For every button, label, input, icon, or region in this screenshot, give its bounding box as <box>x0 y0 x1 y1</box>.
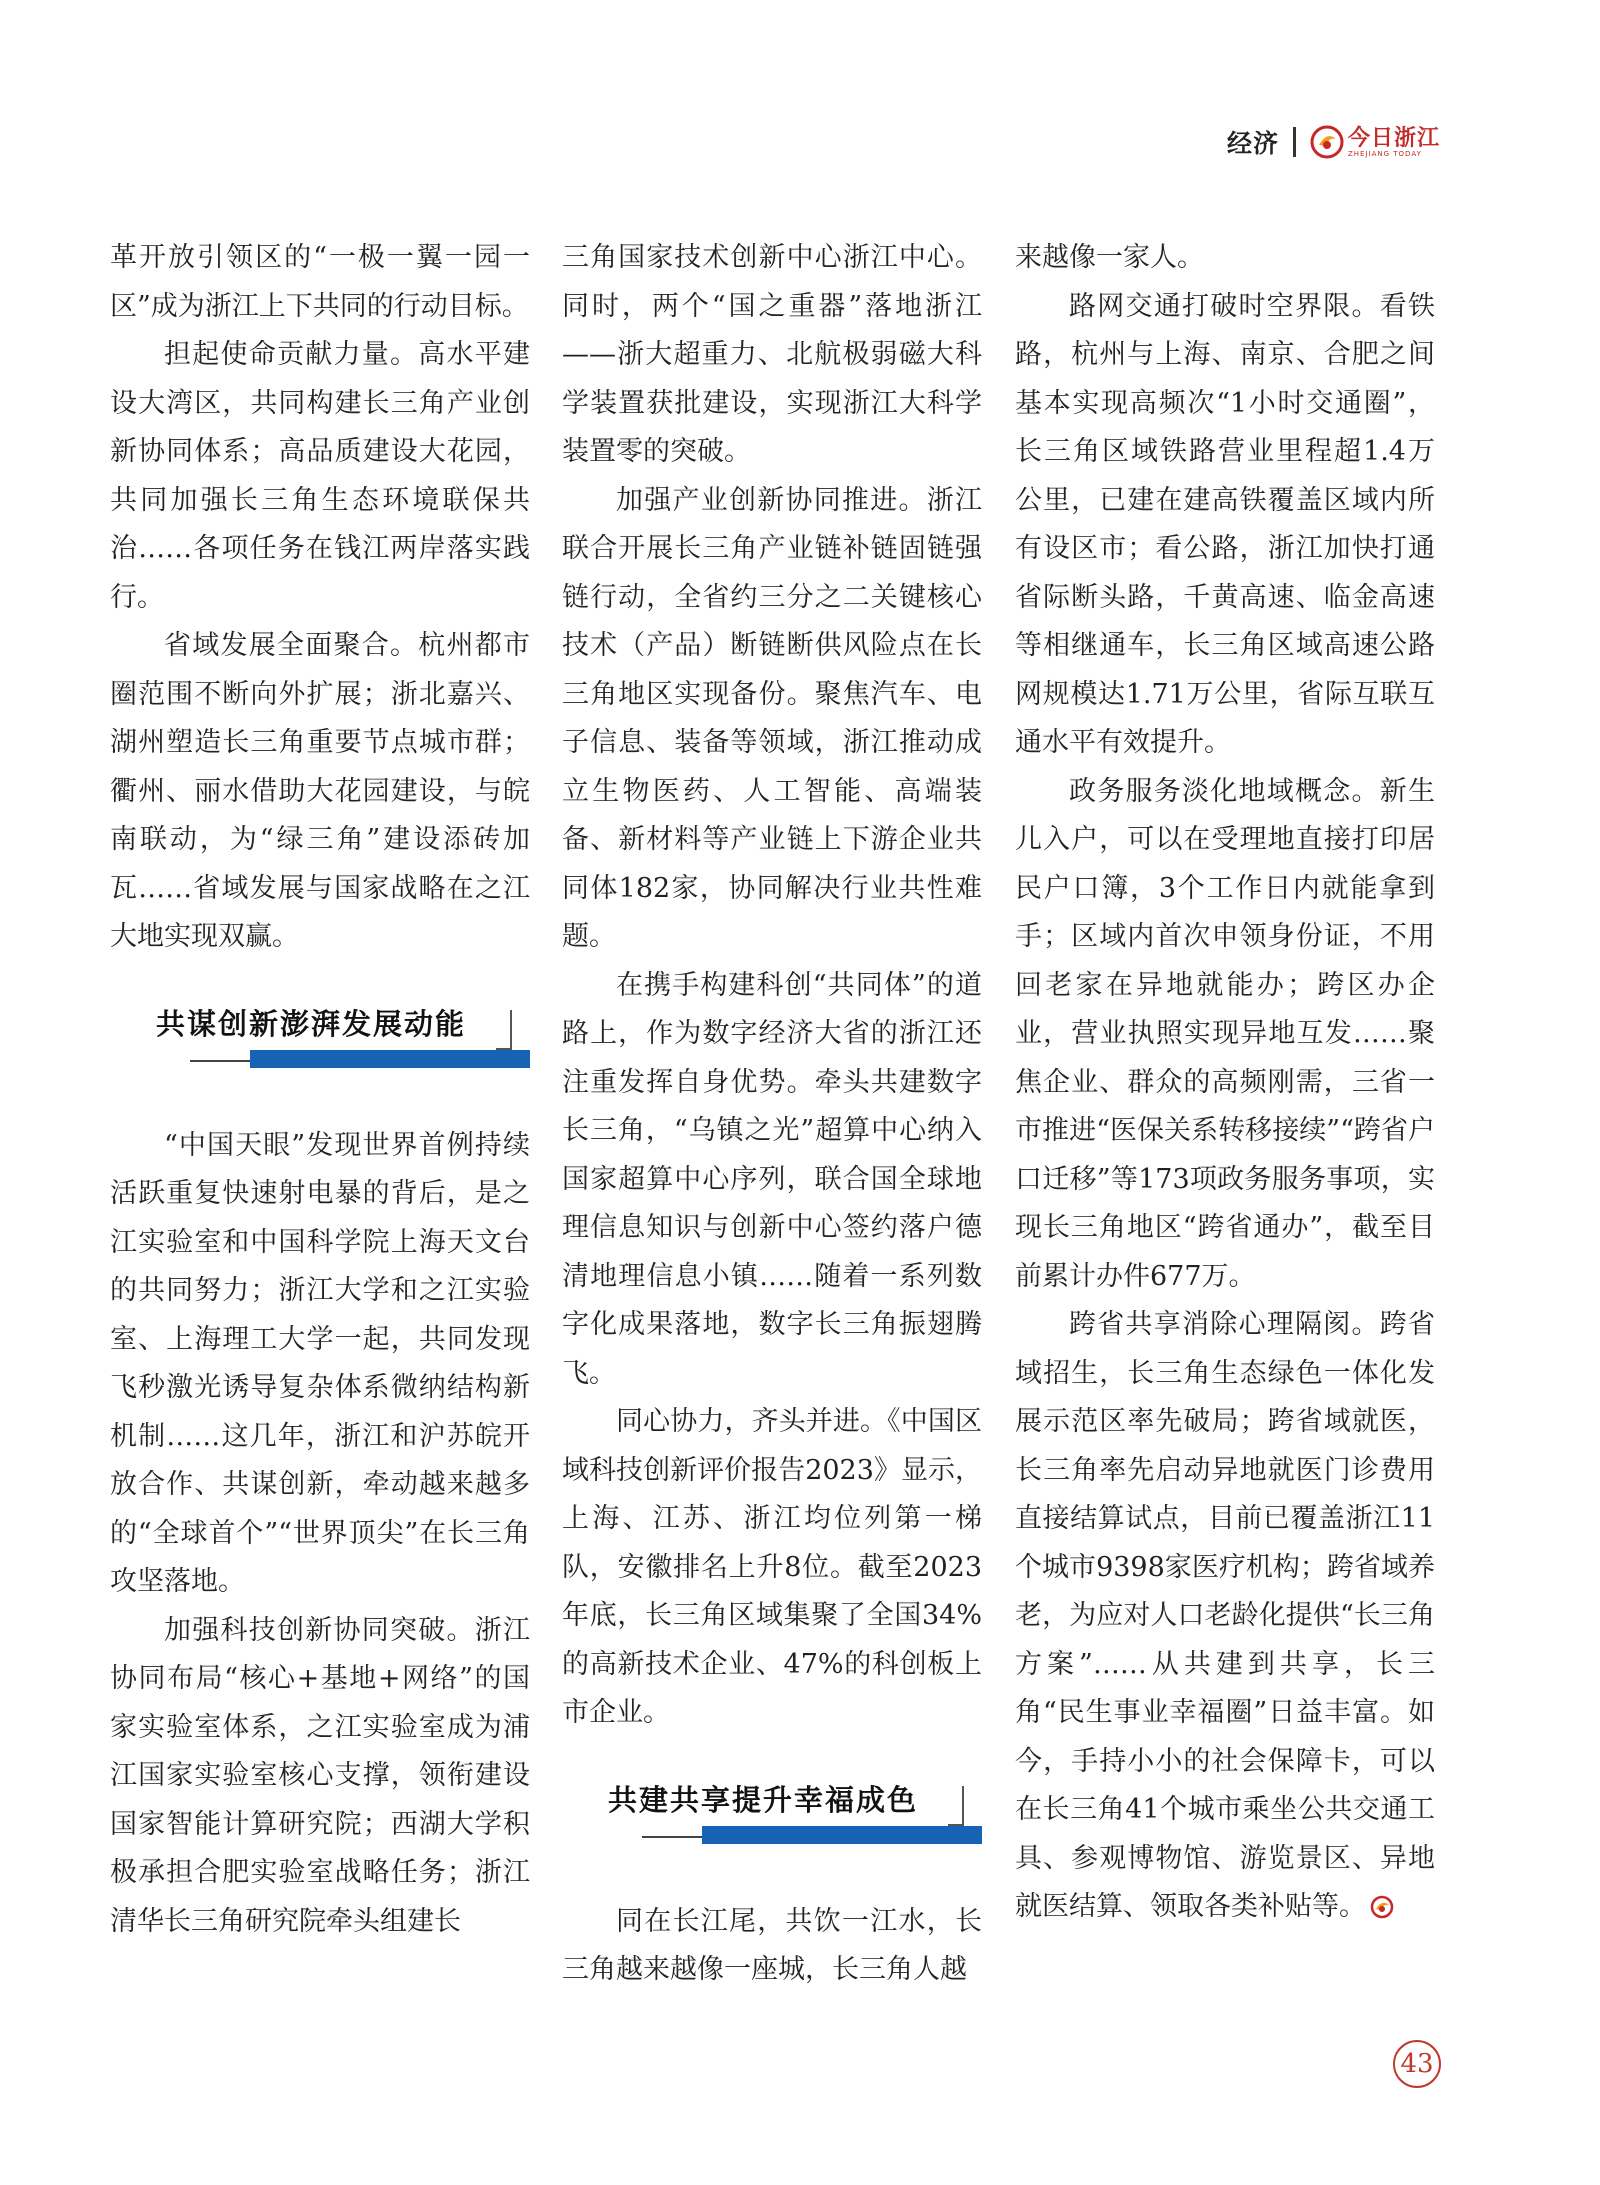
paragraph: 来越像一家人。 <box>1015 242 1204 273</box>
heading-blue-bar <box>250 1050 530 1068</box>
page-header <box>1227 118 1440 166</box>
heading-bracket <box>948 1786 964 1826</box>
paragraph: 政务服务淡化地域概念。新生儿入户，可以在受理地直接打印居民户口簿，3个工作日内就能拿到手；区域内首次申领身份证，不用回老家在异地就能办；跨区办企业，营业执照实现异地互发……聚焦企业、群众的高频刚需，三省一市推进“医保关系转移接续”“跨省户口迁移”等173项政务服务事项，实现长三角地区“跨省通办”，截至目前累计办件677万。 <box>1015 775 1435 1292</box>
paragraph: 加强产业创新协同推进。浙江联合开展长三角产业链补链固链强链行动，全省约三分之二关键核心技术（产品）断链断供风险点在长三角地区实现备份。聚焦汽车、电子信息、装备等领域，浙江推动成立生物医药、人工智能、高端装备、新材料等产业链上下游企业共同体182家，协同解决行业共性难题。 <box>562 484 982 952</box>
paragraph: “中国天眼”发现世界首例持续活跃重复快速射电暴的背后，是之江实验室和中国科学院上海天文台的共同努力；浙江大学和之江实验室、上海理工大学一起，共同发现飞秒激光诱导复杂体系微纳结构新机制……这几年，浙江和沪苏皖开放合作、共谋创新，牵动越来越多的“全球首个”“世界顶尖”在长三角攻坚落地。 <box>110 1129 530 1597</box>
paragraph: 三角国家技术创新中心浙江中心。同时，两个“国之重器”落地浙江——浙大超重力、北航极弱磁大科学装置获批建设，实现浙江大科学装置零的突破。 <box>562 242 982 467</box>
page-number: 43 <box>1393 2040 1441 2088</box>
paragraph-text: 跨省共享消除心理隔阂。跨省域招生，长三角生态绿色一体化发展示范区率先破局；跨省域就医，长三角率先启动异地就医门诊费用直接结算试点，目前已覆盖浙江11个城市9398家医疗机构；跨省域养老，为应对人口老龄化提供“长三角方案”……从共建到共享，长三角“民生事业幸福圈”日益丰富。如今，手持小小的社会保障卡，可以在长三角41个城市乘坐公共交通工具、参观博物馆、游览景区、异地就医结算、领取各类补贴等。 <box>1015 1309 1435 1922</box>
logo-swirl-icon <box>1310 125 1344 159</box>
section-heading <box>562 1758 982 1876</box>
column-2 <box>562 234 982 1995</box>
paragraph: 加强科技创新协同突破。浙江协同布局“核心+基地+网络”的国家实验室体系，之江实验室成为浦江国家实验室核心支撑，领衔建设国家智能计算研究院；西湖大学积极承担合肥实验室战略任务；浙江清华长三角研究院牵头组建长 <box>110 1614 530 1937</box>
paragraph: 在携手构建科创“共同体”的道路上，作为数字经济大省的浙江还注重发挥自身优势。牵头共建数字长三角，“乌镇之光”超算中心纳入国家超算中心序列，联合国全球地理信息知识与创新中心签约落户德清地理信息小镇……随着一系列数字化成果落地，数字长三角振翅腾飞。 <box>562 969 982 1389</box>
logo-english-text: ZHEJIANG TODAY <box>1347 149 1422 158</box>
section-heading <box>110 982 530 1100</box>
paragraph: 路网交通打破时空界限。看铁路，杭州与上海、南京、合肥之间基本实现高频次“1小时交通圈”，长三角区域铁路营业里程超1.4万公里，已建在建高铁覆盖区域内所有设区市；看公路，浙江加快打通省际断头路，千黄高速、临金高速等相继通车，长三角区域高速公路网规模达1.71万公里，省际互联互通水平有效提升。 <box>1015 290 1435 758</box>
heading-blue-bar <box>702 1826 982 1844</box>
section-heading-title: 共谋创新澎湃发展动能 <box>156 1006 467 1041</box>
section-label: 经济 <box>1226 129 1279 158</box>
logo-chinese-text: 今日浙江 <box>1347 124 1440 151</box>
column-1 <box>110 234 530 1946</box>
column-3 <box>1015 234 1435 1932</box>
section-heading-title: 共建共享提升幸福成色 <box>608 1782 919 1817</box>
paragraph: 担起使命贡献力量。高水平建设大湾区，共同构建长三角产业创新协同体系；高品质建设大花园，共同加强长三角生态环境联保共治……各项任务在钱江两岸落实践行。 <box>110 339 530 613</box>
paragraph: 同在长江尾，共饮一江水，长三角越来越像一座城，长三角人越 <box>562 1905 982 1985</box>
magazine-logo <box>1310 125 1440 159</box>
article-end-logo-icon <box>1370 1895 1394 1919</box>
paragraph: 革开放引领区的“一极一翼一园一区”成为浙江上下共同的行动目标。 <box>110 242 530 322</box>
header-divider <box>1293 127 1296 157</box>
paragraph: 同心协力，齐头并进。《中国区域科技创新评价报告2023》显示，上海、江苏、浙江均位列第一梯队，安徽排名上升8位。截至2023年底，长三角区域集聚了全国34%的高新技术企业、47%的科创板上市企业。 <box>562 1406 982 1728</box>
paragraph: 省域发展全面聚合。杭州都市圈范围不断向外扩展；浙北嘉兴、湖州塑造长三角重要节点城市群；衢州、丽水借助大花园建设，与皖南联动，为“绿三角”建设添砖加瓦……省域发展与国家战略在之江大地实现双赢。 <box>110 630 530 952</box>
heading-bracket <box>496 1010 512 1050</box>
paragraph-final <box>1015 1301 1435 1932</box>
